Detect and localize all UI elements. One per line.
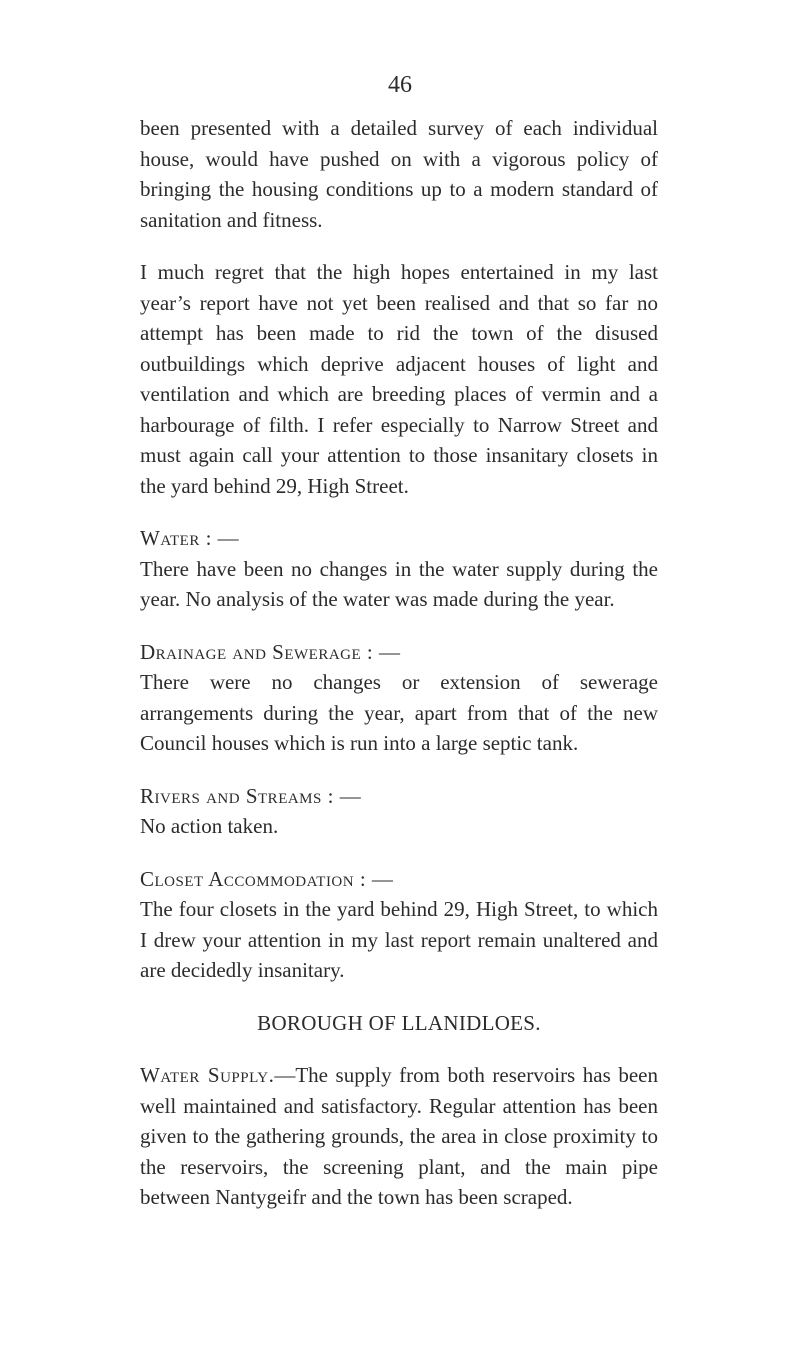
heading-rivers-streams: Rivers and Streams : — — [140, 783, 362, 808]
paragraph-water: There have been no changes in the water supply during the year. No analysis of the water was made during the year. — [140, 556, 658, 611]
body-text — [140, 113, 658, 1235]
paragraph-closet-accommodation: The four closets in the yard behind 29, High Street, to which I drew your attention in my last report remain unaltered and are decidedly insanitary. — [140, 897, 658, 982]
heading-drainage-sewerage: Drainage and Sewerage : — — [140, 639, 401, 664]
paragraph-outbuildings: I much regret that the high hopes entertained in my last year’s report have not yet been realised and that so far no attempt has been made to rid the town of the disused outbuildings which deprive adjacent houses of light and ventilation and which are breeding places of vermin and a harbourage of filth. I refer especially to Narrow Street and must again call your attention to those insanitary closets in the yard behind 29, High Street. — [140, 260, 658, 498]
paragraph-housing-survey: been presented with a detailed survey of each individual house, would have pushed on with a vigorous policy of bringing the housing conditions up to a modern standard of sanitation and fitness. — [140, 116, 658, 232]
page-number: 46 — [388, 72, 412, 98]
heading-water: Water : — — [140, 526, 240, 550]
paragraph-water-supply — [140, 1060, 658, 1213]
heading-borough: BOROUGH OF LLANIDLOES. — [257, 1010, 541, 1035]
paragraph-rivers-streams: No action taken. — [140, 814, 279, 838]
water-supply-text: —The supply from both reservoirs has been well maintained and satisfactory. Regular attention has been given to the gathering grounds, the area in close proximity to the reservoirs, the screening plant, and the main pipe between Nantygeifr and the town has been scraped. — [140, 1063, 659, 1209]
paragraph-drainage-sewerage: There were no changes or extension of sewerage arrangements during the year, apart from that of the new Council houses which is run into a large septic tank. — [140, 670, 658, 755]
heading-closet-accommodation: Closet Accommodation : — — [140, 866, 394, 891]
run-in-water-supply: Water Supply. — [140, 1063, 275, 1087]
